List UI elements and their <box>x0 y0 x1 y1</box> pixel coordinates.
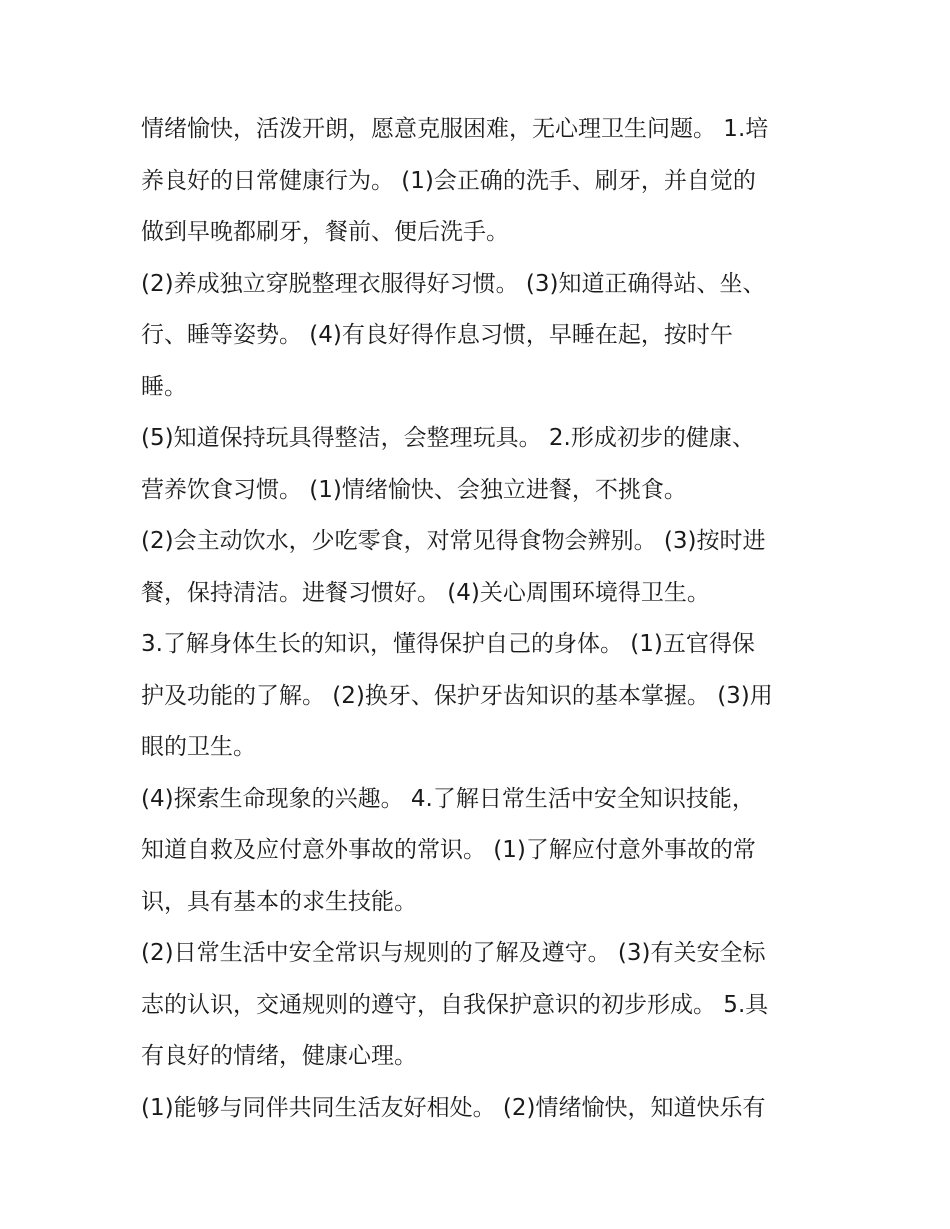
document-body <box>141 104 821 1134</box>
text-line: 营养饮食习惯。 (1)情绪愉快、会独立进餐，不挑食。 <box>141 476 687 503</box>
paragraph <box>141 516 821 619</box>
paragraph <box>141 619 821 774</box>
paragraph <box>141 104 821 259</box>
text-line: 3.了解身体生长的知识，懂得保护自己的身体。 (1)五官得保 <box>141 631 755 657</box>
text-line: 行、睡等姿势。 (4)有良好得作息习惯，早睡在起，按时午 <box>141 322 733 348</box>
text-line: (4)探索生命现象的兴趣。 4.了解日常生活中安全知识技能， <box>141 785 755 812</box>
text-line: (2)会主动饮水，少吃零食，对常见得食物会辨别。 (3)按时进 <box>141 528 766 554</box>
paragraph <box>141 1083 821 1135</box>
paragraph <box>141 928 821 1083</box>
text-line: 眼的卫生。 <box>141 734 256 760</box>
text-line: (2)日常生活中安全常识与规则的了解及遵守。 (3)有关安全标 <box>141 940 766 966</box>
text-line: 有良好的情绪，健康心理。 <box>141 1043 417 1069</box>
text-line: 做到早晚都刷牙，餐前、便后洗手。 <box>141 219 509 245</box>
text-line: (5)知道保持玩具得整洁，会整理玩具。 2.形成初步的健康、 <box>141 425 755 451</box>
text-line: 情绪愉快，活泼开朗，愿意克服困难，无心理卫生问题。 1.培 <box>141 116 769 142</box>
paragraph <box>141 774 821 929</box>
text-line: (2)养成独立穿脱整理衣服得好习惯。 (3)知道正确得站、坐、 <box>141 270 766 297</box>
text-line: 护及功能的了解。 (2)换牙、保护牙齿知识的基本掌握。 (3)用 <box>141 682 773 709</box>
paragraph <box>141 259 821 414</box>
text-line: 养良好的日常健康行为。 (1)会正确的洗手、刷牙，并自觉的 <box>141 167 756 194</box>
text-line: 志的认识，交通规则的遵守，自我保护意识的初步形成。 5.具 <box>141 991 769 1018</box>
text-line: 知道自救及应付意外事故的常识。 (1)了解应付意外事故的常 <box>141 837 756 863</box>
text-line: 餐，保持清洁。进餐习惯好。 (4)关心周围环境得卫生。 <box>141 579 710 606</box>
text-line: (1)能够与同伴共同生活友好相处。 (2)情绪愉快，知道快乐有 <box>141 1094 766 1121</box>
text-line: 识，具有基本的求生技能。 <box>141 888 417 915</box>
paragraph <box>141 413 821 516</box>
text-line: 睡。 <box>141 373 187 400</box>
